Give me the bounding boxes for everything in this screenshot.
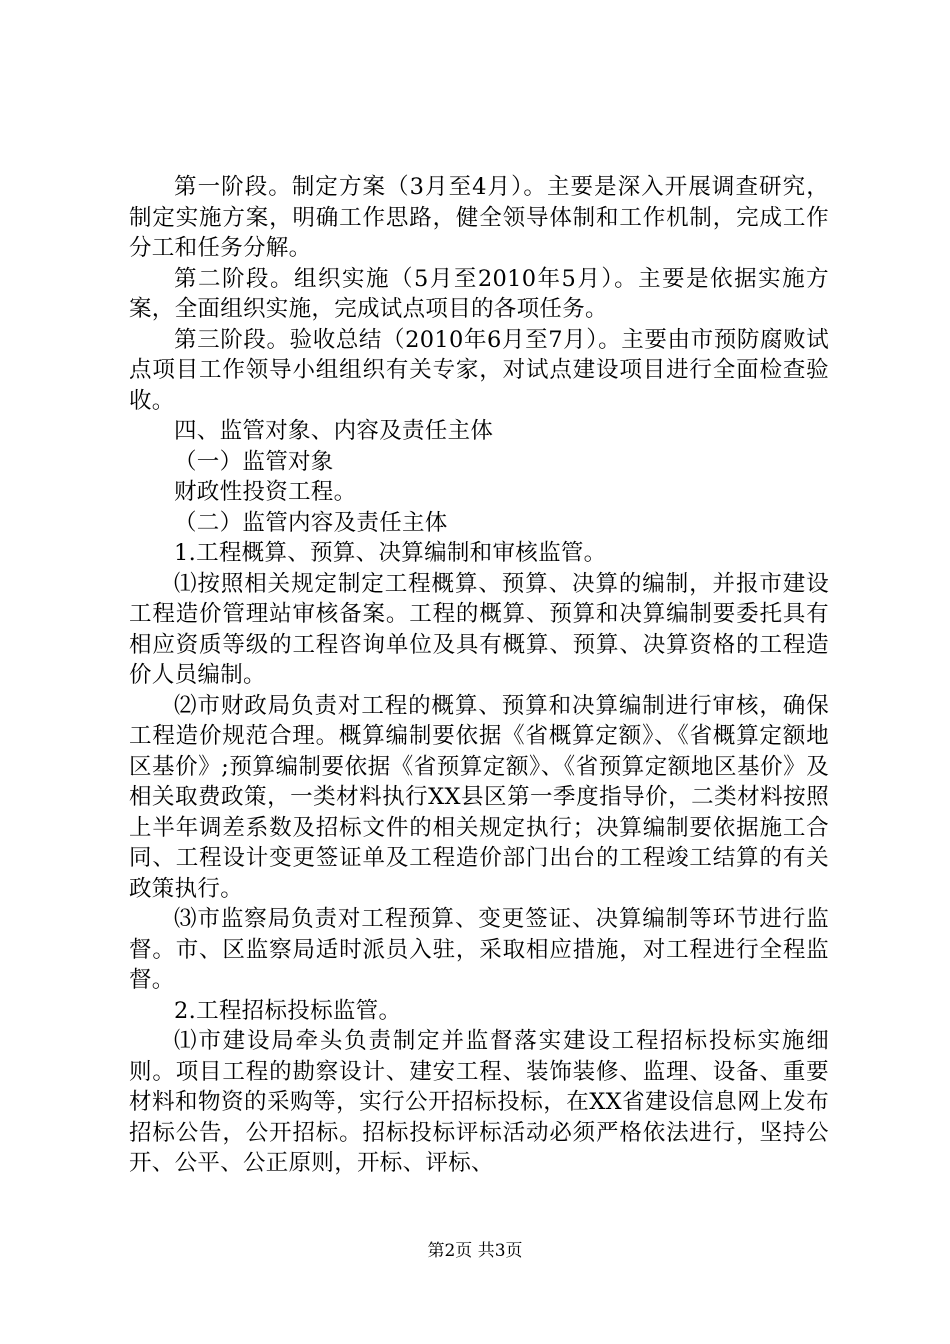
document-body xyxy=(129,172,829,1179)
paragraph-stage-two: 第二阶段。组织实施（5月至2010年5月）。主要是依据实施方案，全面组织实施，完成试点项目的各项任务。 xyxy=(129,265,829,322)
paragraph-stage-three: 第三阶段。验收总结（2010年6月至7月）。主要由市预防腐败试点项目工作领导小组组织有关专家，对试点建设项目进行全面检查验收。 xyxy=(129,326,829,414)
subheading-supervision-content: （二）监管内容及责任主体 xyxy=(174,509,448,536)
item-bidding-supervision: 2.工程招标投标监管。 xyxy=(174,997,402,1024)
paragraph-budget-2: ⑵市财政局负责对工程的概算、预算和决算编制进行审核，确保工程造价规范合理。概算编制要依据《省概算定额》、《省概算定额地区基价》;预算编制要依据《省预算定额》、《省预算定额地区基价》及相关取费政策，一类材料执行XX县区第一季度指导价，二类材料按照上半年调差系数及招标文件的相关规定执行；决算编制要依据施工合同、工程设计变更签证单及工程造价部门出台的工程竣工结算的有关政策执行。 xyxy=(129,692,829,902)
paragraph-budget-1: ⑴按照相关规定制定工程概算、预算、决算的编制，并报市建设工程造价管理站审核备案。工程的概算、预算和决算编制要委托具有相应资质等级的工程咨询单位及具有概算、预算、决算资格的工程造价人员编制。 xyxy=(129,570,829,688)
paragraph-supervision-object: 财政性投资工程。 xyxy=(174,479,357,505)
paragraph-bidding-1: ⑴市建设局牵头负责制定并监督落实建设工程招标投标实施细则。项目工程的勘察设计、建安工程、装饰装修、监理、设备、重要材料和物资的采购等，实行公开招标投标，在XX省建设信息网上发布招标公告，公开招标。招标投标评标活动必须严格依法进行，坚持公开、公平、公正原则，开标、评标、 xyxy=(129,1028,829,1176)
subheading-supervision-object: （一）监管对象 xyxy=(174,448,334,475)
paragraph-budget-3: ⑶市监察局负责对工程预算、变更签证、决算编制等环节进行监督。市、区监察局适时派员入驻，采取相应措施，对工程进行全程监督。 xyxy=(129,906,829,993)
section-heading-supervision: 四、监管对象、内容及责任主体 xyxy=(174,418,494,444)
paragraph-stage-one: 第一阶段。制定方案（3月至4月）。主要是深入开展调查研究，制定实施方案，明确工作思路，健全领导体制和工作机制，完成工作分工和任务分解。 xyxy=(129,174,829,261)
item-budget-supervision: 1.工程概算、预算、决算编制和审核监管。 xyxy=(174,540,607,566)
page-footer: 第2页 共3页 xyxy=(427,1241,523,1261)
